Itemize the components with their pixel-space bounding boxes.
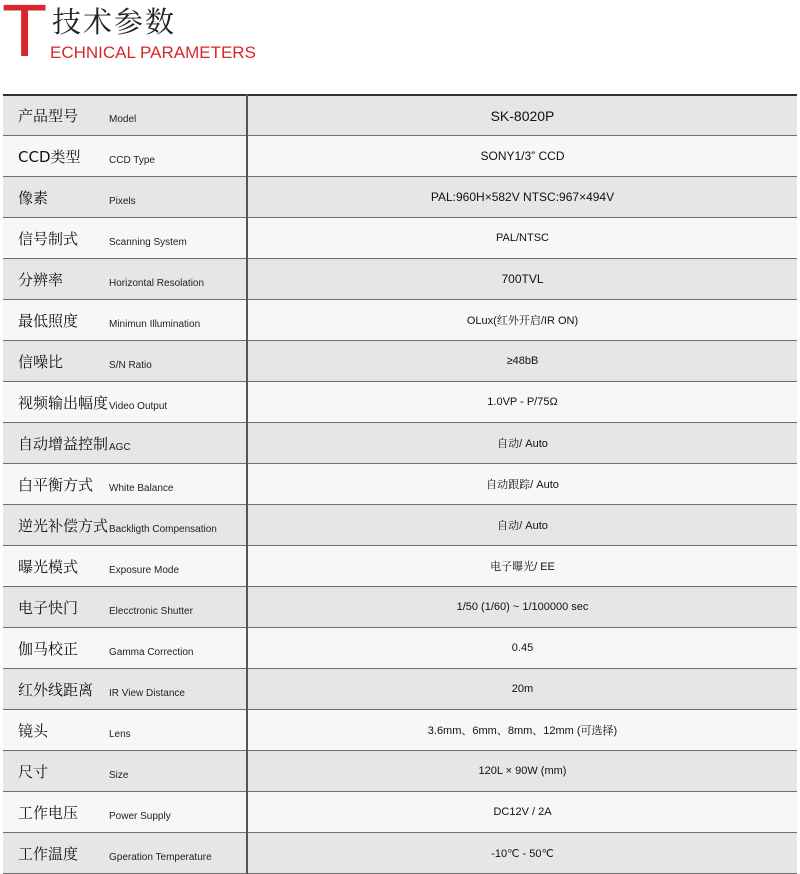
- spec-label-en: S/N Ratio: [109, 341, 247, 382]
- spec-row-operating-temperature: [3, 833, 797, 874]
- spec-label-cn: 分辨率: [3, 259, 109, 300]
- spec-label-en: Lens: [109, 710, 247, 751]
- spec-label-en: Size: [109, 751, 247, 792]
- spec-row-model: [3, 95, 797, 136]
- spec-value: 1/50 (1/60) ~ 1/100000 sec: [247, 587, 797, 628]
- spec-label-cn: 像素: [3, 177, 109, 218]
- spec-value: 0.45: [247, 628, 797, 669]
- spec-label-cn: 镜头: [3, 710, 109, 751]
- page-subtitle: ECHNICAL PARAMETERS: [50, 43, 256, 62]
- spec-value: 自动/ Auto: [247, 423, 797, 464]
- spec-label-cn: CCD类型: [3, 136, 109, 177]
- spec-label-cn: 伽马校正: [3, 628, 109, 669]
- spec-label-cn: 曝光模式: [3, 546, 109, 587]
- spec-label-cn: 视频输出幅度: [3, 382, 109, 423]
- spec-row-scanning-system: [3, 218, 797, 259]
- spec-value: 自动/ Auto: [247, 505, 797, 546]
- spec-value: 1.0VP - P/75Ω: [247, 382, 797, 423]
- spec-label-cn: 产品型号: [3, 95, 109, 136]
- spec-row-ir-distance: [3, 669, 797, 710]
- spec-row-sn-ratio: [3, 341, 797, 382]
- spec-row-resolution: [3, 259, 797, 300]
- spec-label-en: Gamma Correction: [109, 628, 247, 669]
- spec-row-agc: [3, 423, 797, 464]
- spec-value: 自动跟踪/ Auto: [247, 464, 797, 505]
- spec-value: OLux(红外开启/IR ON): [247, 300, 797, 341]
- spec-value: SK-8020P: [247, 95, 797, 136]
- spec-label-cn: 尺寸: [3, 751, 109, 792]
- spec-label-en: AGC: [109, 423, 247, 464]
- spec-row-video-output: [3, 382, 797, 423]
- spec-row-white-balance: [3, 464, 797, 505]
- spec-label-en: Pixels: [109, 177, 247, 218]
- spec-value: SONY1/3” CCD: [247, 136, 797, 177]
- spec-label-en: CCD Type: [109, 136, 247, 177]
- logo-letter: T: [2, 0, 48, 72]
- spec-row-ccd-type: [3, 136, 797, 177]
- spec-value: 700TVL: [247, 259, 797, 300]
- spec-row-illumination: [3, 300, 797, 341]
- spec-row-gamma: [3, 628, 797, 669]
- spec-label-cn: 信噪比: [3, 341, 109, 382]
- spec-label-cn: 电子快门: [3, 587, 109, 628]
- spec-label-en: Minimun Illumination: [109, 300, 247, 341]
- spec-row-pixels: [3, 177, 797, 218]
- spec-value: 20m: [247, 669, 797, 710]
- spec-label-cn: 自动增益控制: [3, 423, 109, 464]
- spec-label-en: Video Output: [109, 382, 247, 423]
- spec-row-shutter: [3, 587, 797, 628]
- spec-label-cn: 逆光补偿方式: [3, 505, 109, 546]
- spec-label-en: Power Supply: [109, 792, 247, 833]
- page-title: 技术参数: [52, 5, 177, 39]
- spec-row-backlight: [3, 505, 797, 546]
- spec-value: ≥48bB: [247, 341, 797, 382]
- spec-value: 120L × 90W (mm): [247, 751, 797, 792]
- spec-row-power-supply: [3, 792, 797, 833]
- spec-label-cn: 信号制式: [3, 218, 109, 259]
- spec-value: 电子曝光/ EE: [247, 546, 797, 587]
- header: [0, 0, 800, 80]
- spec-row-exposure-mode: [3, 546, 797, 587]
- spec-table: [3, 94, 797, 874]
- spec-row-lens: [3, 710, 797, 751]
- spec-row-size: [3, 751, 797, 792]
- spec-label-cn: 工作温度: [3, 833, 109, 874]
- spec-value: -10℃ - 50℃: [247, 833, 797, 874]
- spec-label-en: Horizontal Resolation: [109, 259, 247, 300]
- spec-label-en: Backligth Compensation: [109, 505, 247, 546]
- spec-label-cn: 最低照度: [3, 300, 109, 341]
- spec-label-en: Model: [109, 95, 247, 136]
- spec-value: PAL/NTSC: [247, 218, 797, 259]
- spec-label-en: Elecctronic Shutter: [109, 587, 247, 628]
- spec-label-cn: 工作电压: [3, 792, 109, 833]
- spec-value: DC12V / 2A: [247, 792, 797, 833]
- spec-value: 3.6mm、6mm、8mm、12mm (可选择): [247, 710, 797, 751]
- spec-value: PAL:960H×582V NTSC:967×494V: [247, 177, 797, 218]
- spec-label-en: IR View Distance: [109, 669, 247, 710]
- spec-label-cn: 白平衡方式: [3, 464, 109, 505]
- spec-label-en: Scanning System: [109, 218, 247, 259]
- spec-label-en: Exposure Mode: [109, 546, 247, 587]
- spec-label-en: Gperation Temperature: [109, 833, 247, 874]
- spec-label-en: White Balance: [109, 464, 247, 505]
- spec-label-cn: 红外线距离: [3, 669, 109, 710]
